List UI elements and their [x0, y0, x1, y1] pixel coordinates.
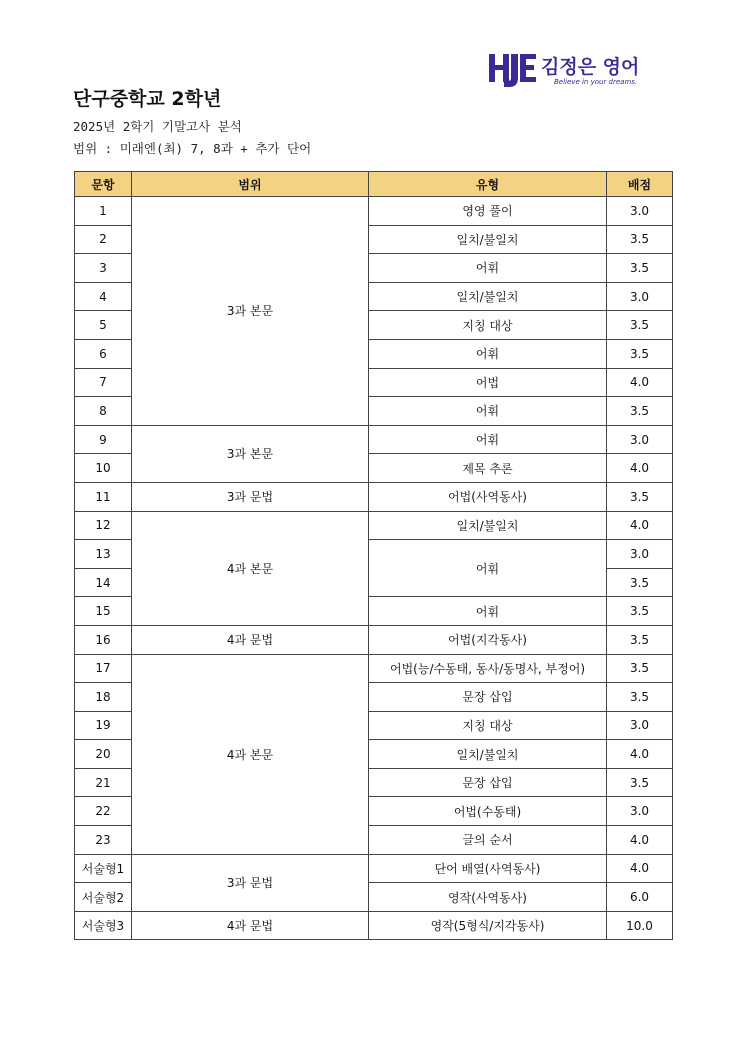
table-row	[75, 854, 673, 883]
question-score: 3.0	[607, 711, 673, 740]
scope-cell: 4과 본문	[132, 511, 369, 625]
question-no: 14	[75, 568, 132, 597]
exam-subtitle: 2025년 2학기 기말고사 분석	[73, 119, 242, 134]
question-score: 4.0	[607, 368, 673, 397]
question-no: 6	[75, 339, 132, 368]
question-type: 일치/불일치	[369, 511, 607, 540]
question-type: 어휘	[369, 425, 607, 454]
question-type: 글의 순서	[369, 826, 607, 855]
page-title: 단구중학교 2학년	[73, 88, 222, 110]
table-row	[75, 482, 673, 511]
scope-cell: 3과 본문	[132, 425, 369, 482]
question-score: 3.5	[607, 597, 673, 626]
question-score: 3.5	[607, 339, 673, 368]
question-type: 문장 삽입	[369, 683, 607, 712]
question-no: 20	[75, 740, 132, 769]
question-type: 어법(수동태)	[369, 797, 607, 826]
question-type: 어법(지각동사)	[369, 625, 607, 654]
question-type: 어법(능/수동태, 동사/동명사, 부정어)	[369, 654, 607, 683]
brand-slogan: Believe in your dreams.	[554, 78, 638, 86]
question-type: 일치/불일치	[369, 740, 607, 769]
question-score: 3.0	[607, 282, 673, 311]
question-score: 3.5	[607, 311, 673, 340]
question-no: 16	[75, 625, 132, 654]
question-type: 어법	[369, 368, 607, 397]
question-score: 3.5	[607, 625, 673, 654]
header-question-no: 문항	[75, 172, 132, 197]
scope-cell: 4과 본문	[132, 654, 369, 854]
question-no: 12	[75, 511, 132, 540]
table-row	[75, 511, 673, 540]
question-type: 일치/불일치	[369, 225, 607, 254]
question-no: 21	[75, 768, 132, 797]
question-score: 4.0	[607, 826, 673, 855]
question-no: 22	[75, 797, 132, 826]
question-type: 어휘	[369, 597, 607, 626]
question-type: 영작(5형식/지각동사)	[369, 911, 607, 940]
scope-cell: 4과 문법	[132, 911, 369, 940]
question-no: 11	[75, 482, 132, 511]
question-score: 10.0	[607, 911, 673, 940]
question-no: 서술형3	[75, 911, 132, 940]
question-score: 3.5	[607, 482, 673, 511]
table-row	[75, 625, 673, 654]
brand-logo	[487, 50, 677, 92]
question-type: 어휘	[369, 254, 607, 283]
hje-logo-icon	[487, 50, 539, 92]
question-no: 8	[75, 397, 132, 426]
question-no: 서술형1	[75, 854, 132, 883]
table-row	[75, 425, 673, 454]
question-score: 3.0	[607, 797, 673, 826]
question-score: 4.0	[607, 454, 673, 483]
header-score: 배점	[607, 172, 673, 197]
question-no: 7	[75, 368, 132, 397]
question-no: 13	[75, 540, 132, 569]
question-score: 3.5	[607, 397, 673, 426]
exam-scope: 범위 : 미래엔(최) 7, 8과 + 추가 단어	[73, 141, 312, 156]
question-no: 3	[75, 254, 132, 283]
question-score: 4.0	[607, 511, 673, 540]
table-row	[75, 911, 673, 940]
question-score: 4.0	[607, 740, 673, 769]
question-score: 3.5	[607, 768, 673, 797]
brand-name: 김정은 영어	[541, 56, 640, 78]
question-no: 5	[75, 311, 132, 340]
scope-cell: 3과 본문	[132, 197, 369, 426]
header-scope: 범위	[132, 172, 369, 197]
exam-analysis-table	[74, 171, 673, 940]
question-score: 3.5	[607, 225, 673, 254]
question-score: 3.5	[607, 568, 673, 597]
question-type: 지칭 대상	[369, 311, 607, 340]
question-score: 3.0	[607, 425, 673, 454]
table-header-row	[75, 172, 673, 197]
question-score: 3.5	[607, 254, 673, 283]
question-no: 1	[75, 197, 132, 226]
question-score: 3.0	[607, 197, 673, 226]
question-type: 단어 배열(사역동사)	[369, 854, 607, 883]
question-no: 서술형2	[75, 883, 132, 912]
question-type: 어휘	[369, 397, 607, 426]
question-no: 18	[75, 683, 132, 712]
question-score: 6.0	[607, 883, 673, 912]
table-row	[75, 197, 673, 226]
question-type: 어법(사역동사)	[369, 482, 607, 511]
question-no: 2	[75, 225, 132, 254]
question-no: 19	[75, 711, 132, 740]
question-no: 9	[75, 425, 132, 454]
question-type: 영영 풀이	[369, 197, 607, 226]
scope-cell: 3과 문법	[132, 482, 369, 511]
scope-cell: 4과 문법	[132, 625, 369, 654]
question-no: 15	[75, 597, 132, 626]
question-type: 제목 추론	[369, 454, 607, 483]
table-row	[75, 654, 673, 683]
question-score: 4.0	[607, 854, 673, 883]
question-no: 17	[75, 654, 132, 683]
question-score: 3.0	[607, 540, 673, 569]
header-type: 유형	[369, 172, 607, 197]
question-score: 3.5	[607, 683, 673, 712]
question-type: 지칭 대상	[369, 711, 607, 740]
question-no: 4	[75, 282, 132, 311]
question-type: 일치/불일치	[369, 282, 607, 311]
question-no: 10	[75, 454, 132, 483]
question-type: 어휘	[369, 339, 607, 368]
scope-cell: 3과 문법	[132, 854, 369, 911]
question-type: 영작(사역동사)	[369, 883, 607, 912]
question-no: 23	[75, 826, 132, 855]
question-type: 어휘	[369, 540, 607, 597]
question-score: 3.5	[607, 654, 673, 683]
question-type: 문장 삽입	[369, 768, 607, 797]
